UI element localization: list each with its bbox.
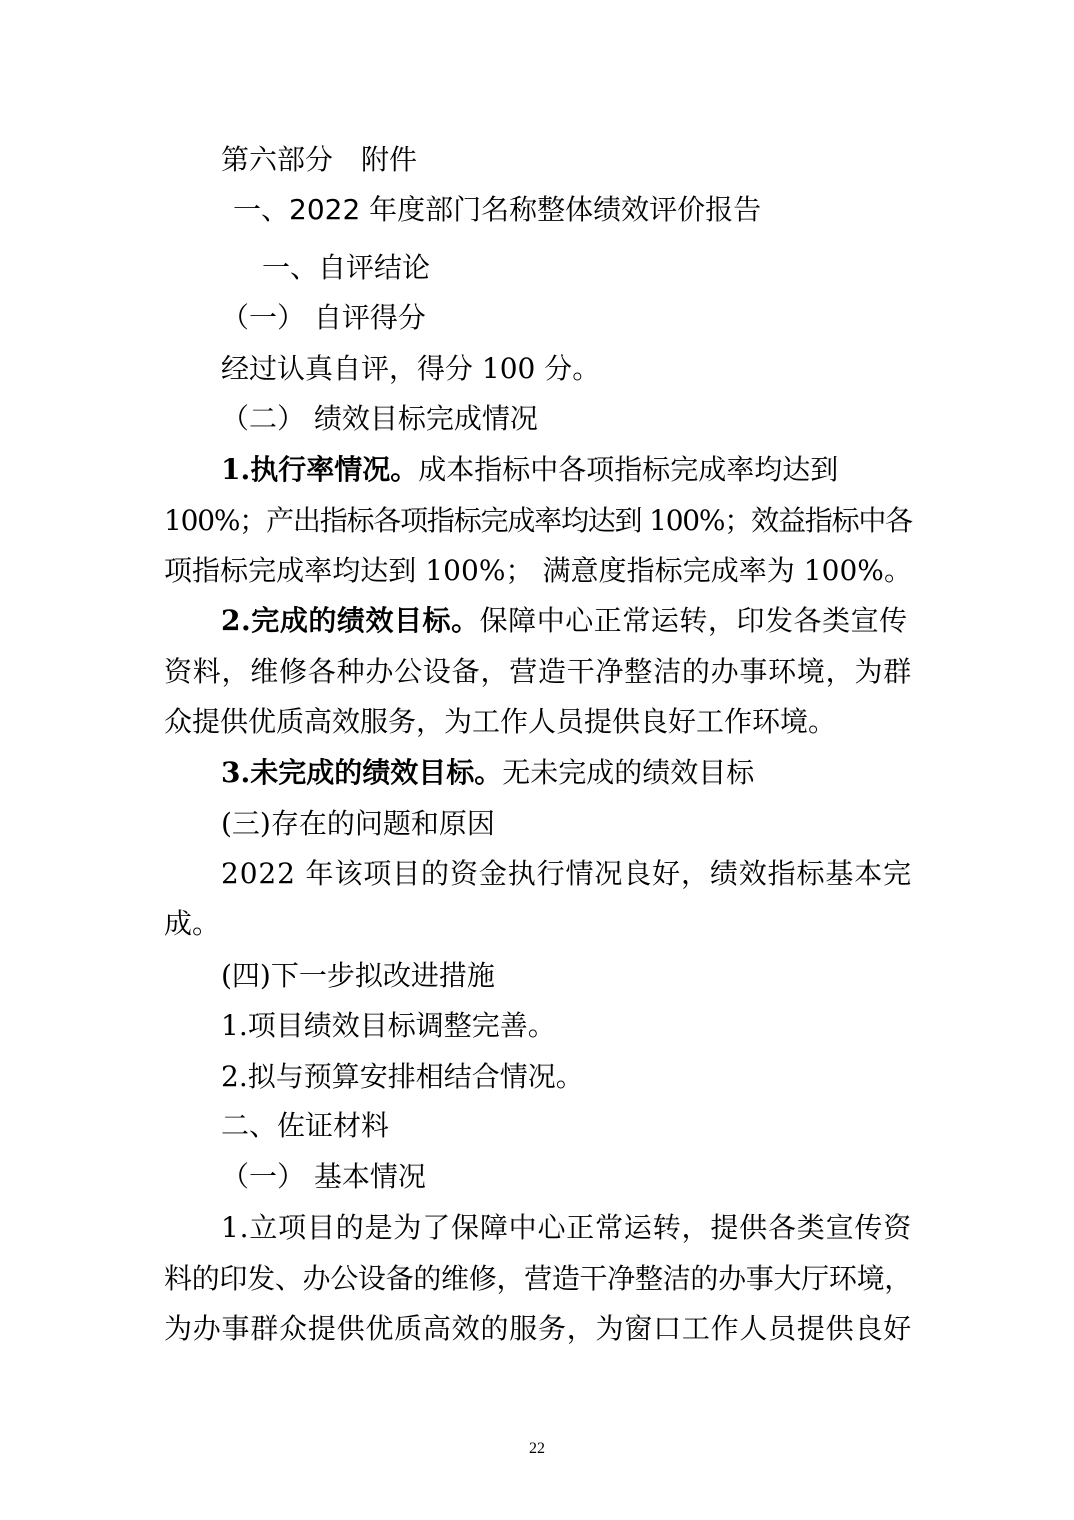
item2-line2: 资料，维修各种办公设备，营造干净整洁的办事环境，为群 xyxy=(164,655,912,688)
sub4-item2: 2.拟与预算安排相结合情况。 xyxy=(221,1060,584,1093)
item3-text: 无未完成的绩效目标 xyxy=(502,756,755,789)
sec2-sub1-heading: （一） 基本情况 xyxy=(221,1160,426,1193)
sub3-heading: (三)存在的问题和原因 xyxy=(221,807,495,840)
sub3-line1: 2022 年该项目的资金执行情况良好，绩效指标基本完 xyxy=(221,857,912,890)
item2-label: 2.完成的绩效目标。 xyxy=(221,604,480,637)
sub4-item1: 1.项目绩效目标调整完善。 xyxy=(221,1009,556,1042)
item1-line1 xyxy=(221,453,839,486)
item3-line xyxy=(221,756,755,789)
sec2-line3: 为办事群众提供优质高效的服务，为窗口工作人员提供良好 xyxy=(164,1312,912,1345)
sub1-text: 经过认真自评，得分 100 分。 xyxy=(221,352,601,385)
sec2-line2: 料的印发、办公设备的维修，营造干净整洁的办事大厅环境， xyxy=(164,1262,912,1295)
sub4-heading: (四)下一步拟改进措施 xyxy=(221,959,495,992)
item1-line3: 项指标完成率均达到 100%； 满意度指标完成率为 100%。 xyxy=(164,554,912,587)
report-title: 一、2022 年度部门名称整体绩效评价报告 xyxy=(233,193,762,226)
item2-text: 保障中心正常运转，印发各类宣传 xyxy=(479,604,908,637)
sub1-heading: （一） 自评得分 xyxy=(221,301,426,334)
item1-line2: 100%；产出指标各项指标完成率均达到 100%；效益指标中各 xyxy=(164,504,912,537)
item2-line1 xyxy=(221,604,908,637)
item1-text: 成本指标中各项指标完成率均达到 xyxy=(418,453,839,486)
sec2-line1: 1.立项目的是为了保障中心正常运转，提供各类宣传资 xyxy=(221,1211,912,1244)
part-title: 第六部分 附件 xyxy=(221,143,418,176)
item3-label: 3.未完成的绩效目标。 xyxy=(221,756,503,789)
sub2-heading: （二） 绩效目标完成情况 xyxy=(221,402,538,435)
section2-heading: 二、佐证材料 xyxy=(221,1109,390,1142)
sub3-line2: 成。 xyxy=(164,907,221,940)
section1-heading: 一、自评结论 xyxy=(262,251,431,284)
item2-line3: 众提供优质高效服务，为工作人员提供良好工作环境。 xyxy=(164,705,837,738)
page-number: 22 xyxy=(529,1440,545,1457)
item1-label: 1.执行率情况。 xyxy=(221,453,419,486)
